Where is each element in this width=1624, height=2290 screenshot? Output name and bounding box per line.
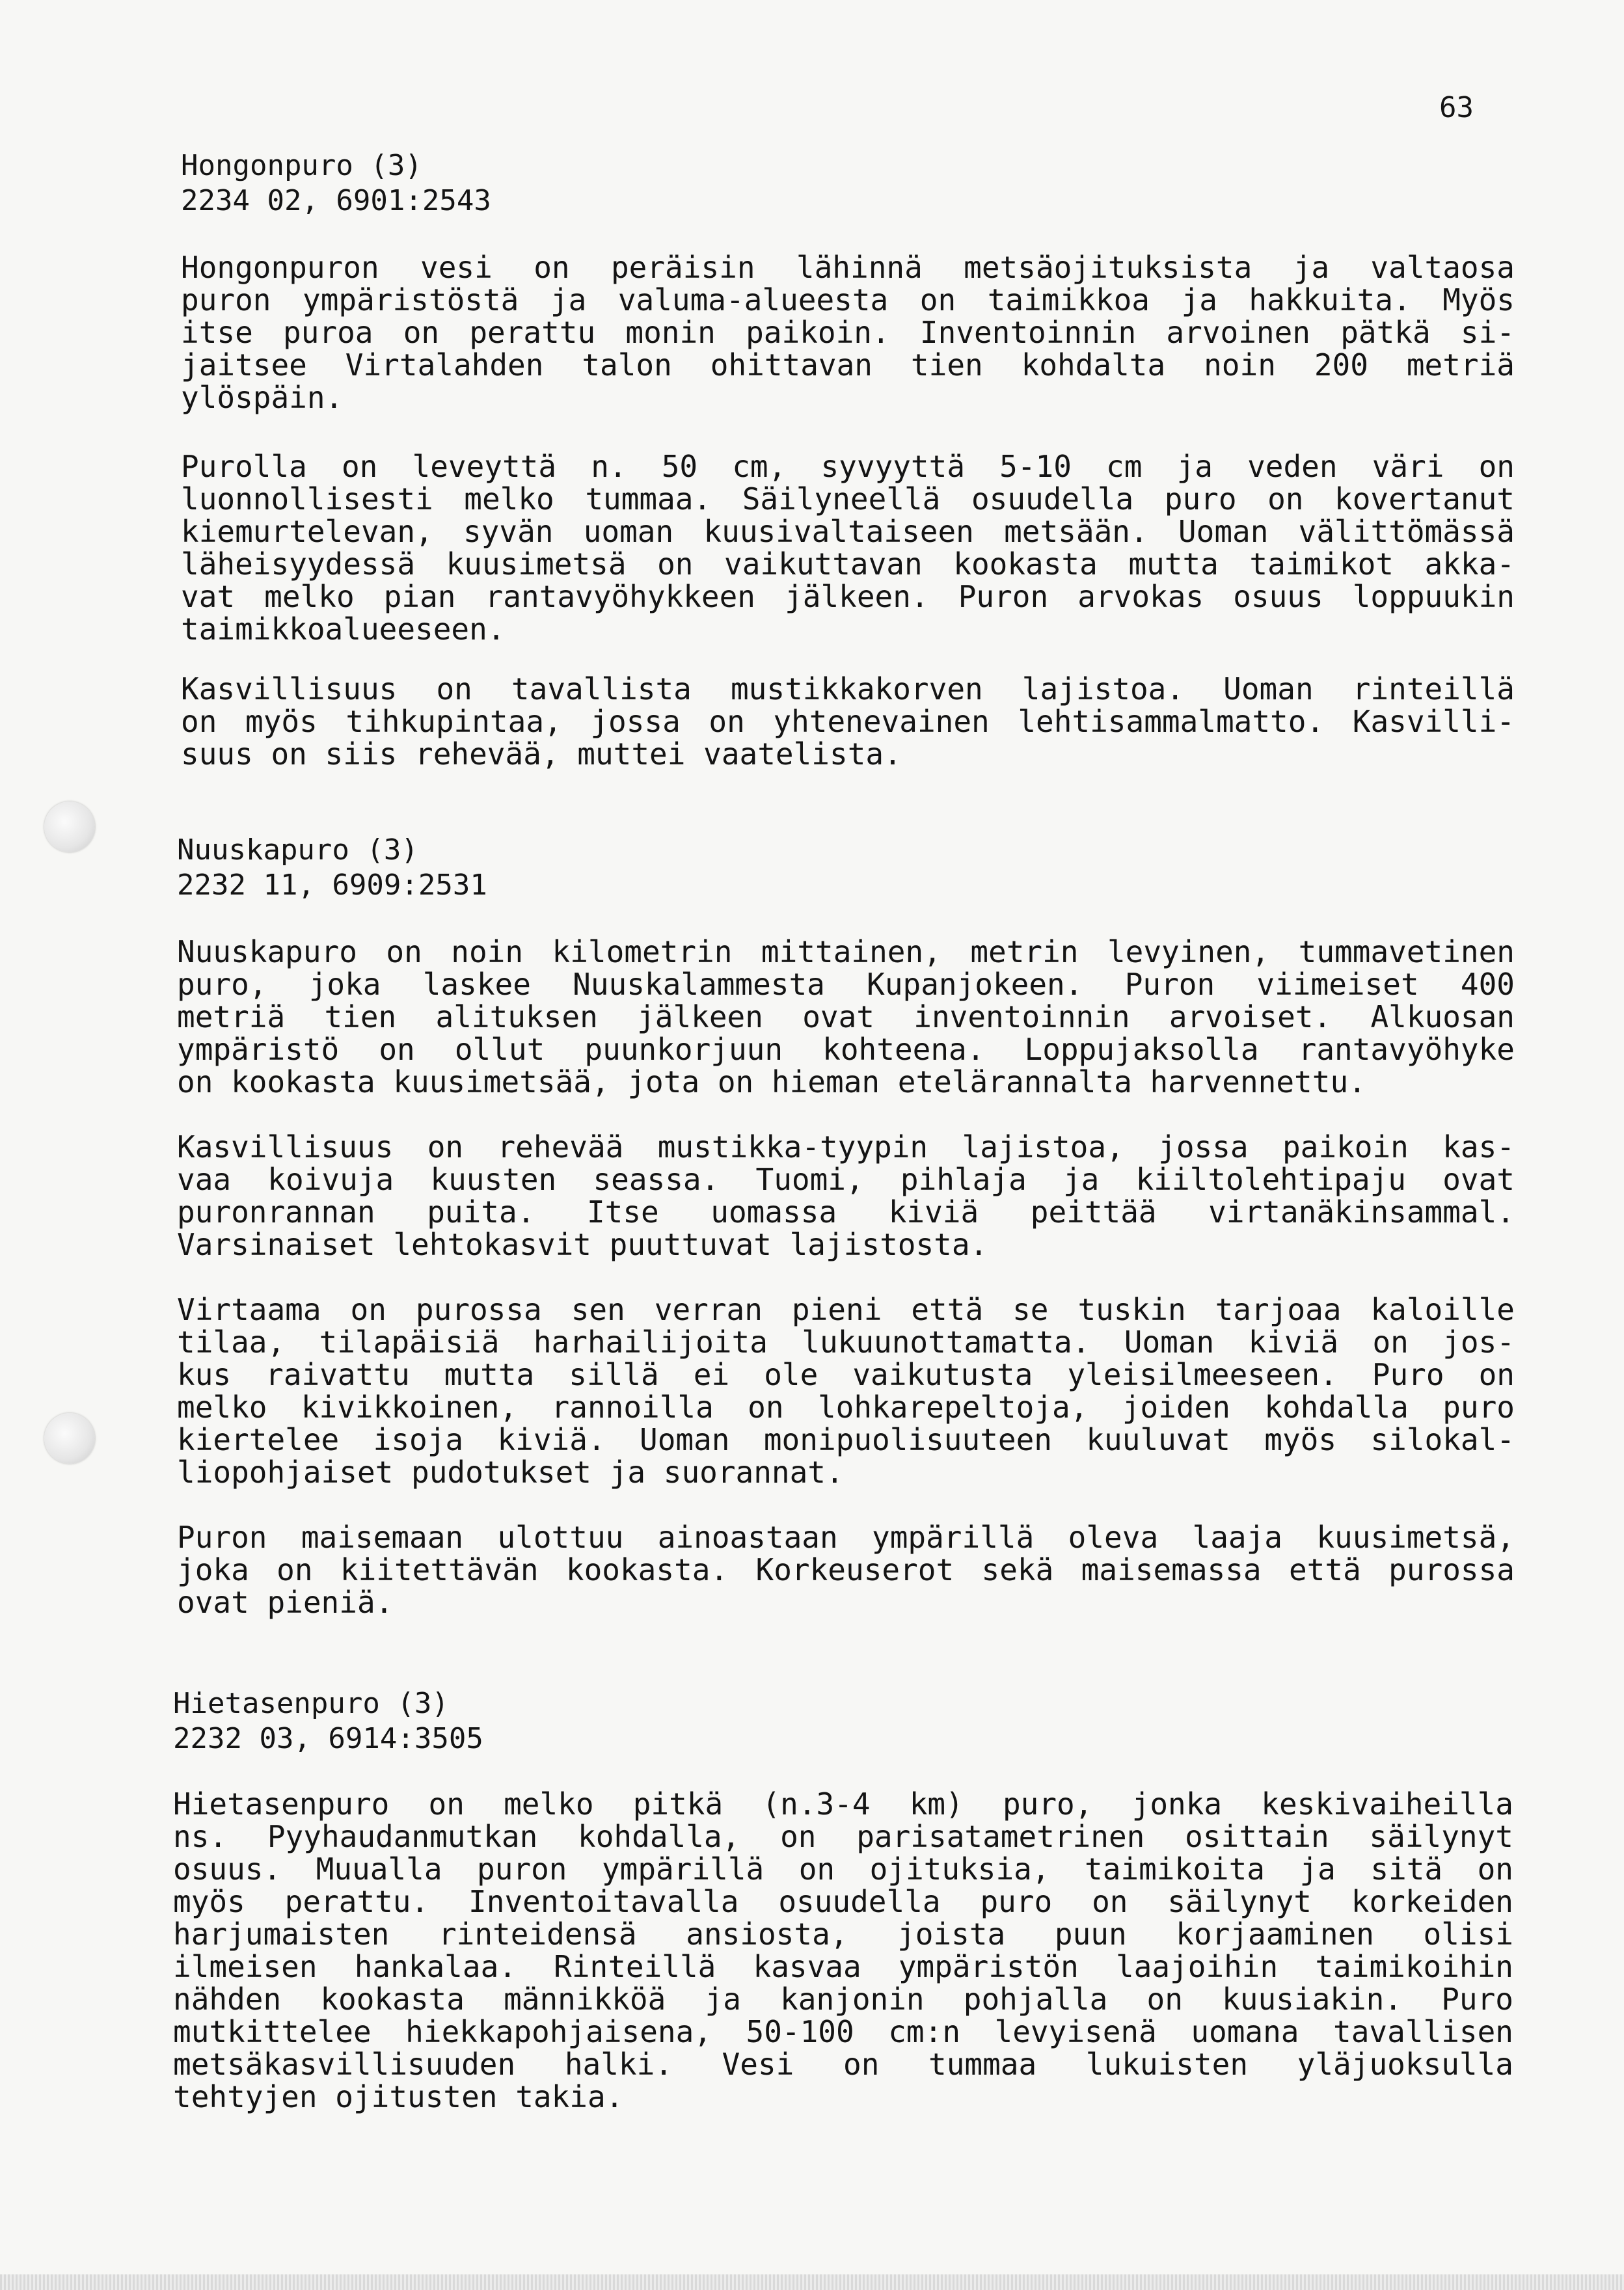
text-line: puron ympäristöstä ja valuma-alueesta on taimikkoa ja hakkuita. Myös (181, 282, 1515, 317)
text-line: mutkittelee hiekkapohjaisena, 50-100 cm:n levyisenä uomana tavallisen (173, 2014, 1513, 2049)
text-line: melko kivikkoinen, rannoilla on lohkarepeltoja, joiden kohdalla puro (177, 1390, 1515, 1425)
text-line: Kasvillisuus on rehevää mustikka-tyypin lajistoa, jossa paikoin kas- (177, 1129, 1515, 1165)
text-line: kiemurtelevan, syvän uoman kuusivaltaiseen metsään. Uoman välittömässä (181, 514, 1515, 549)
text-line: puro, joka laskee Nuuskalammesta Kupanjokeen. Puron viimeiset 400 (177, 967, 1515, 1002)
text-line: Virtaama on purossa sen verran pieni että se tuskin tarjoaa kaloille (177, 1292, 1515, 1327)
paragraph (181, 450, 1515, 645)
text-line: puronrannan puita. Itse uomassa kiviä peittää virtanäkinsammal. (177, 1194, 1515, 1230)
text-line: Purolla on leveyttä n. 50 cm, syvyyttä 5-10 cm ja veden väri on (181, 449, 1515, 484)
text-line: liopohjaiset pudotukset ja suorannat. (177, 1455, 844, 1490)
text-line: ympäristö on ollut puunkorjuun kohteena. Loppujaksolla rantavyöhyke (177, 1032, 1515, 1067)
text-line: myös perattu. Inventoitavalla osuudella puro on säilynyt korkeiden (173, 1884, 1513, 1919)
paragraph (177, 1131, 1515, 1261)
text-line: tilaa, tilapäisiä harhailijoita lukuunottamatta. Uoman kiviä on jos- (177, 1325, 1515, 1360)
text-line: kiertelee isoja kiviä. Uoman monipuolisuuteen kuuluvat myös silokal- (177, 1422, 1515, 1457)
text-line: Puron maisemaan ulottuu ainoastaan ympärillä oleva laaja kuusimetsä, (177, 1520, 1515, 1555)
text-line: tehtyjen ojitusten takia. (173, 2079, 624, 2114)
text-line: itse puroa on perattu monin paikoin. Inventoinnin arvoinen pätkä si- (181, 315, 1515, 350)
text-line: nähden kookasta männikköä ja kanjonin pohjalla on kuusiakin. Puro (173, 1982, 1513, 2017)
paragraph (177, 1521, 1515, 1619)
punch-hole-upper (44, 801, 95, 852)
section-code: 2234 02, 6901:2543 (181, 184, 491, 217)
text-line: Kasvillisuus on tavallista mustikkakorven lajistoa. Uoman rinteillä (181, 671, 1515, 707)
text-line: metriä tien alituksen jälkeen ovat inventoinnin arvoiset. Alkuosan (177, 999, 1515, 1034)
paragraph (173, 1788, 1513, 2113)
paragraph (181, 673, 1515, 770)
page-number: 63 (1439, 91, 1474, 124)
punch-hole-lower (44, 1413, 95, 1464)
text-line: jaitsee Virtalahden talon ohittavan tien kohdalta noin 200 metriä (181, 347, 1515, 383)
text-line: kus raivattu mutta sillä ei ole vaikutusta yleisilmeeseen. Puro on (177, 1357, 1515, 1392)
section-heading-nuuskapuro (177, 833, 487, 903)
text-line: harjumaisten rinteidensä ansiosta, joista puun korjaaminen olisi (173, 1917, 1513, 1952)
text-line: luonnollisesti melko tummaa. Säilyneellä osuudella puro on kovertanut (181, 481, 1515, 517)
section-title: Nuuskapuro (3) (177, 833, 418, 867)
text-line: Hongonpuron vesi on peräisin lähinnä metsäojituksista ja valtaosa (181, 250, 1515, 285)
text-line: ovat pieniä. (177, 1585, 394, 1620)
text-line: ilmeisen hankalaa. Rinteillä kasvaa ympäristön laajoihin taimikoihin (173, 1949, 1513, 1984)
text-line: läheisyydessä kuusimetsä on vaikuttavan kookasta mutta taimikot akka- (181, 546, 1515, 582)
paragraph (181, 251, 1515, 414)
text-line: Hietasenpuro on melko pitkä (n.3-4 km) puro, jonka keskivaiheilla (173, 1786, 1513, 1822)
text-line: joka on kiitettävän kookasta. Korkeuserot sekä maisemassa että purossa (177, 1552, 1515, 1587)
text-line: suus on siis rehevää, muttei vaatelista. (181, 736, 902, 772)
text-line: Varsinaiset lehtokasvit puuttuvat lajistosta. (177, 1227, 988, 1262)
section-code: 2232 11, 6909:2531 (177, 869, 487, 902)
text-line: taimikkoalueeseen. (181, 612, 506, 647)
section-title: Hongonpuro (3) (181, 149, 422, 182)
text-line: ylöspäin. (181, 380, 344, 415)
section-title: Hietasenpuro (3) (173, 1687, 449, 1720)
section-heading-hietasenpuro (173, 1686, 483, 1757)
text-line: metsäkasvillisuuden halki. Vesi on tummaa lukuisten yläjuoksulla (173, 2047, 1513, 2082)
section-heading-hongonpuro (181, 148, 491, 219)
text-line: osuus. Muualla puron ympärillä on ojituksia, taimikoita ja sitä on (173, 1852, 1513, 1887)
text-line: vaa koivuja kuusten seassa. Tuomi, pihlaja ja kiiltolehtipaju ovat (177, 1162, 1515, 1197)
section-code: 2232 03, 6914:3505 (173, 1722, 483, 1755)
text-line: ns. Pyyhaudanmutkan kohdalla, on parisatametrinen osittain säilynyt (173, 1819, 1513, 1854)
text-line: Nuuskapuro on noin kilometrin mittainen, metrin levyinen, tummavetinen (177, 934, 1515, 969)
paragraph (177, 1293, 1515, 1488)
text-line: on myös tihkupintaa, jossa on yhtenevainen lehtisammalmatto. Kasvilli- (181, 704, 1515, 739)
text-line: vat melko pian rantavyöhykkeen jälkeen. Puron arvokas osuus loppuukin (181, 579, 1515, 614)
text-line: on kookasta kuusimetsää, jota on hieman etelärannalta harvennettu. (177, 1064, 1366, 1099)
scan-bottom-edge (0, 2274, 1624, 2290)
paragraph (177, 936, 1515, 1098)
